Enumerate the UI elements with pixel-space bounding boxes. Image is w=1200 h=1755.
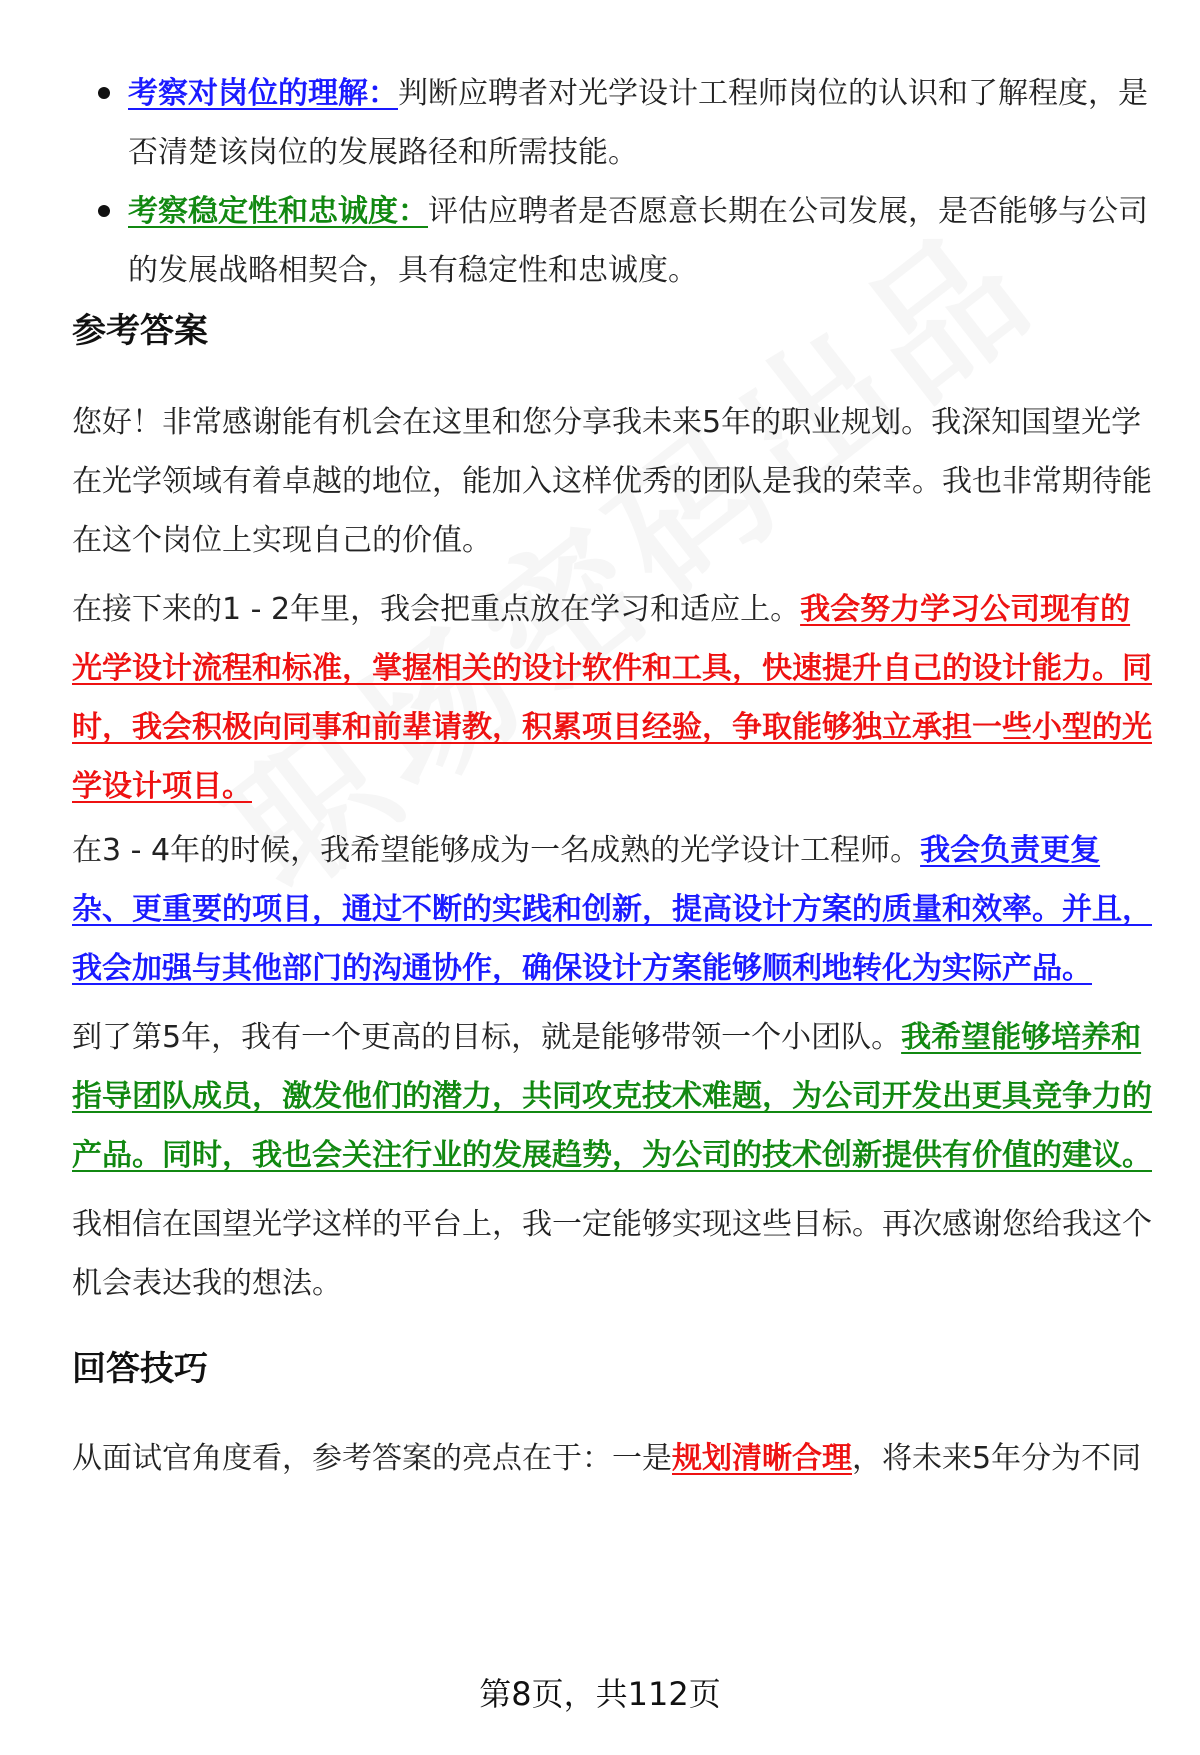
paragraph-text: 从面试官角度看，参考答案的亮点在于：一是 (72, 1441, 672, 1476)
answer-paragraph-closing: 我相信在国望光学这样的平台上，我一定能够实现这些目标。再次感谢您给我这个机会表达我的想法。 (72, 1207, 1152, 1301)
highlight-text: 我希望能够培养和指导团队成员，激发他们的潜力，共同攻克技术难题，为公司开发出更具竞争力的产品。同时，我也会关注行业的发展趋势，为公司的技术创新提供有价值的建议。 (72, 1020, 1152, 1173)
bullet-item-stability-loyalty (72, 182, 1152, 300)
bullet-dot-icon (98, 205, 110, 217)
highlight-text: 规划清晰合理 (672, 1441, 852, 1476)
paragraph-text: 到了第5年，我有一个更高的目标，就是能够带领一个小团队。 (72, 1020, 902, 1055)
bullet-title: 考察稳定性和忠诚度： (128, 194, 428, 229)
bullet-title: 考察对岗位的理解： (128, 76, 398, 111)
bullet-item-role-understanding (72, 64, 1152, 182)
answer-paragraph-years-1-2 (72, 580, 1152, 816)
answer-paragraph-years-3-4 (72, 821, 1152, 998)
paragraph-text: ，将未来5年分为不同 (852, 1441, 1142, 1476)
section-heading-reference-answer: 参考答案 (72, 311, 208, 351)
tips-paragraph (72, 1429, 1152, 1488)
section-heading-answer-tips: 回答技巧 (72, 1349, 208, 1389)
answer-paragraph-intro: 您好！非常感谢能有机会在这里和您分享我未来5年的职业规划。我深知国望光学在光学领域有着卓越的地位，能加入这样优秀的团队是我的荣幸。我也非常期待能在这个岗位上实现自己的价值。 (72, 405, 1152, 558)
page-number-footer: 第8页，共112页 (479, 1675, 721, 1713)
answer-paragraph-year-5 (72, 1008, 1152, 1185)
bullet-dot-icon (98, 87, 110, 99)
highlight-text: 我会努力学习公司现有的光学设计流程和标准，掌握相关的设计软件和工具，快速提升自己的设计能力。同时，我会积极向同事和前辈请教，积累项目经验，争取能够独立承担一些小型的光学设计项目。 (72, 592, 1152, 804)
paragraph-text: 在3 - 4年的时候，我希望能够成为一名成熟的光学设计工程师。 (72, 833, 921, 868)
paragraph-text: 在接下来的1 - 2年里，我会把重点放在学习和适应上。 (72, 592, 801, 627)
bullet-text: 评估应聘者是否愿意长期在公司发展，是否能够与公司的发展战略相契合，具有稳定性和忠诚度。 (128, 194, 1148, 288)
highlight-text: 我会负责更复杂、更重要的项目，通过不断的实践和创新，提高设计方案的质量和效率。并且，我会加强与其他部门的沟通协作，确保设计方案能够顺利地转化为实际产品。 (72, 833, 1152, 986)
bullet-list (72, 64, 1152, 300)
bullet-text: 判断应聘者对光学设计工程师岗位的认识和了解程度，是否清楚该岗位的发展路径和所需技能。 (128, 76, 1148, 170)
